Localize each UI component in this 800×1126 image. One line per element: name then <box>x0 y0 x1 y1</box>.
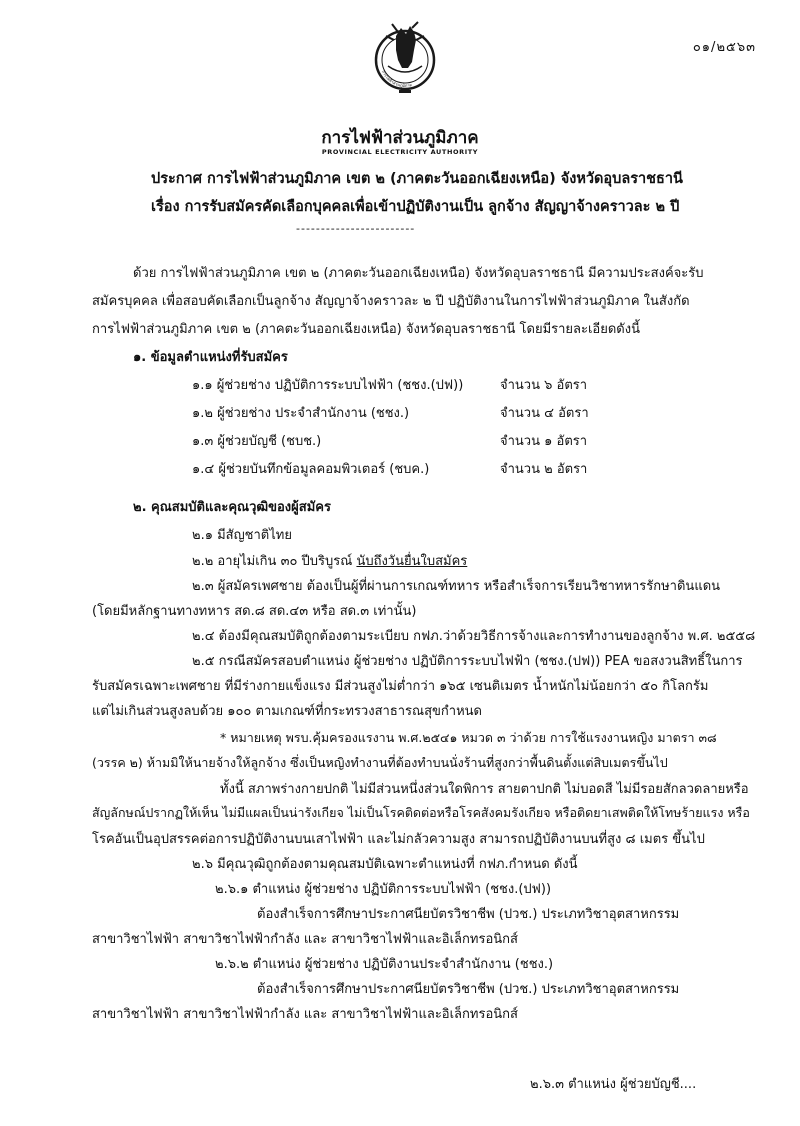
intro-line: สมัครบุคคล เพื่อสอบคัดเลือกเป็นลูกจ้าง สัญญาจ้างคราวละ ๒ ปี ปฏิบัติงานในการไฟฟ้าส่วนภูมิภาค ในสังกัด <box>92 294 690 309</box>
position-name: ๑.๑ ผู้ช่วยช่าง ปฏิบัติการระบบไฟฟ้า (ชชง.(ปฟ)) <box>192 378 464 393</box>
qualification-2-5: ๒.๕ กรณีสมัครสอบตำแหน่ง ผู้ช่วยช่าง ปฏิบัติการระบบไฟฟ้า (ชชง.(ปฟ)) PEA ขอสงวนสิทธิ์ในการ <box>192 654 743 669</box>
qualification-2-2-underlined: นับถึงวันยื่นใบสมัคร <box>356 554 468 569</box>
qualification-2-2 <box>192 550 467 571</box>
legal-note: * หมายเหตุ พรบ.คุ้มครองแรงาน พ.ศ.๒๕๔๑ หมวด ๓ ว่าด้วย การใช้แรงงานหญิง มาตรา ๓๘ <box>220 730 717 745</box>
position-amount: จำนวน ๔ อัตรา <box>500 406 589 421</box>
org-name-th: การไฟฟ้าส่วนภูมิภาค <box>321 128 479 148</box>
position-amount: จำนวน ๖ อัตรา <box>500 378 588 393</box>
qualification-2-6: ๒.๖ มีคุณวุฒิถูกต้องตามคุณสมบัติเฉพาะตำแหน่งที่ กฟภ.กำหนด ดังนี้ <box>192 857 578 872</box>
divider: ------------------------ <box>296 222 416 235</box>
org-name-en: PROVINCIAL ELECTRICITY AUTHORITY <box>321 148 479 156</box>
qualification-2-3-cont: (โดยมีหลักฐานทางทหาร สด.๘ สด.๔๓ หรือ สด.๓ เท่านั้น) <box>92 604 417 619</box>
qualification-2-6-2: ๒.๖.๒ ตำแหน่ง ผู้ช่วยช่าง ปฏิบัติงานประจำสำนักงาน (ชชง.) <box>215 957 554 972</box>
position-name: ๑.๒ ผู้ช่วยช่าง ประจำสำนักงาน (ชชง.) <box>192 406 410 421</box>
position-name: ๑.๔ ผู้ช่วยบันทึกข้อมูลคอมพิวเตอร์ (ชบค.) <box>192 462 430 477</box>
pea-emblem-icon <box>372 10 438 120</box>
qualification-2-6-2-detail: สาขาวิชาไฟฟ้า สาขาวิชาไฟฟ้ากำลัง และ สาขาวิชาไฟฟ้าและอิเล็กทรอนิกส์ <box>92 1007 518 1022</box>
qualification-2-3: ๒.๓ ผู้สมัครเพศชาย ต้องเป็นผู้ที่ผ่านการเกณฑ์ทหาร หรือสำเร็จการเรียนวิชาทหารรักษาดินแดน <box>192 579 721 594</box>
health-requirement-cont: โรคอันเป็นอุปสรรคต่อการปฏิบัติงานบนเสาไฟฟ้า และไม่กลัวความสูง สามารถปฏิบัติงานบนที่สูง ๘ เมตร ขึ้นไป <box>92 832 705 847</box>
qualification-2-5-cont: รับสมัครเฉพาะเพศชาย ที่มีร่างกายแข็งแรง มีส่วนสูงไม่ต่ำกว่า ๑๖๕ เซนติเมตร น้ำหนักไม่น้อยกว่า ๕๐ กิโลกรัม <box>92 679 709 694</box>
qualification-2-5-cont: แต่ไม่เกินส่วนสูงลบด้วย ๑๐๐ ตามเกณฑ์ที่กระทรวงสาธารณสุขกำหนด <box>92 704 482 719</box>
health-requirement-cont: สัญลักษณ์ปรากฏให้เห็น ไม่มีแผลเป็นน่ารังเกียจ ไม่เป็นโรคติดต่อหรือโรคสังคมรังเกียจ หรือติดยาเสพติดให้โทษร้ายแรง หรือ <box>92 805 750 820</box>
qualification-2-4: ๒.๔ ต้องมีคุณสมบัติถูกต้องตามระเบียบ กฟภ.ว่าด้วยวิธีการจ้างและการทำงานของลูกจ้าง พ.ศ. ๒๕๕๘ <box>192 629 756 644</box>
document-number: ๐๑/๒๕๖๓ <box>692 40 756 55</box>
qualification-2-2-text: ๒.๒ อายุไม่เกิน ๓๐ ปีบริบูรณ์ <box>192 554 357 569</box>
continuation-note: ๒.๖.๓ ตำแหน่ง ผู้ช่วยบัญชี.... <box>530 1077 697 1092</box>
position-name: ๑.๓ ผู้ช่วยบัญชี (ชบช.) <box>192 434 322 449</box>
position-amount: จำนวน ๒ อัตรา <box>500 462 588 477</box>
section1-heading: ๑. ข้อมูลตำแหน่งที่รับสมัคร <box>133 350 288 365</box>
qualification-2-1: ๒.๑ มีสัญชาติไทย <box>192 528 292 543</box>
announcement-subject: เรื่อง การรับสมัครคัดเลือกบุคคลเพื่อเข้าปฏิบัติงานเป็น ลูกจ้าง สัญญาจ้างคราวละ ๒ ปี <box>151 199 680 215</box>
legal-note-cont: (วรรค ๒) ห้ามมิให้นายจ้างให้ลูกจ้าง ซึ่งเป็นหญิงทำงานที่ต้องทำบนนั่งร้านที่สูงกว่าพื้นดินตั้งแต่สิบเมตรขึ้นไป <box>92 755 668 770</box>
qualification-2-6-1-detail: ต้องสำเร็จการศึกษาประกาศนียบัตรวิชาชีพ (ปวช.) ประเภทวิชาอุตสาหกรรม <box>257 907 680 922</box>
qualification-2-6-2-detail: ต้องสำเร็จการศึกษาประกาศนียบัตรวิชาชีพ (ปวช.) ประเภทวิชาอุตสาหกรรม <box>257 982 680 997</box>
seal-text: การไฟฟ้าส่วนภูมิภาค <box>380 69 413 89</box>
intro-line: การไฟฟ้าส่วนภูมิภาค เขต ๒ (ภาคตะวันออกเฉียงเหนือ) จังหวัดอุบลราชธานี โดยมีรายละเอียดดังนี้ <box>92 322 640 337</box>
health-requirement: ทั้งนี้ สภาพร่างกายปกติ ไม่มีส่วนหนึ่งส่วนใดพิการ สายตาปกติ ไม่บอดสี ไม่มีรอยสักลวดลายหรือ <box>220 782 749 797</box>
section2-heading: ๒. คุณสมบัติและคุณวุฒิของผู้สมัคร <box>133 500 331 515</box>
qualification-2-6-1: ๒.๖.๑ ตำแหน่ง ผู้ช่วยช่าง ปฏิบัติการระบบไฟฟ้า (ชชง.(ปฟ)) <box>215 882 552 897</box>
intro-line: ด้วย การไฟฟ้าส่วนภูมิภาค เขต ๒ (ภาคตะวันออกเฉียงเหนือ) จังหวัดอุบลราชธานี มีความประสงค์จะรับ <box>133 266 704 281</box>
position-amount: จำนวน ๑ อัตรา <box>500 434 588 449</box>
announcement-title: ประกาศ การไฟฟ้าส่วนภูมิภาค เขต ๒ (ภาคตะวันออกเฉียงเหนือ) จังหวัดอุบลราชธานี <box>151 171 683 187</box>
qualification-2-6-1-detail: สาขาวิชาไฟฟ้า สาขาวิชาไฟฟ้ากำลัง และ สาขาวิชาไฟฟ้าและอิเล็กทรอนิกส์ <box>92 932 518 947</box>
